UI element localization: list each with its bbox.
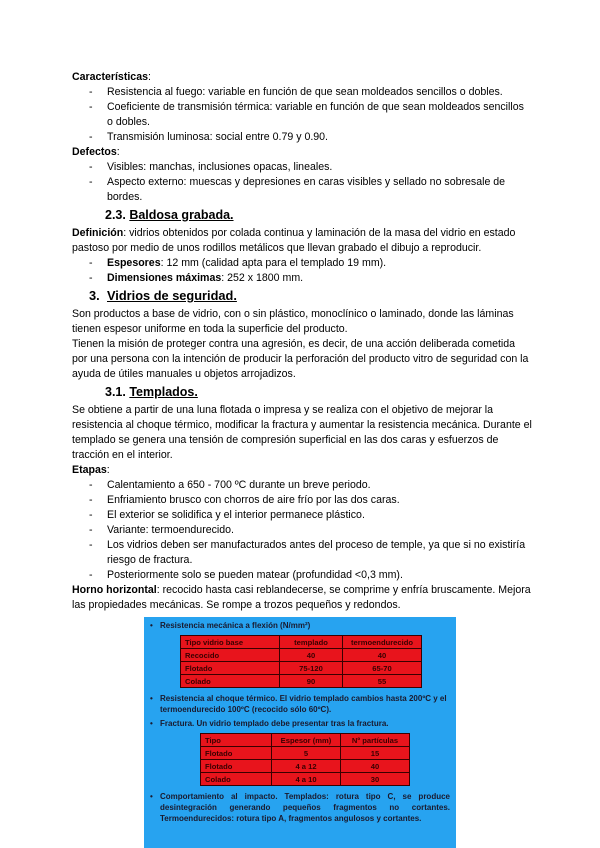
etapas-title: Etapas [72, 464, 107, 476]
heading-text: Templados. [129, 385, 198, 399]
table-row [181, 675, 422, 688]
table-cell: 40 [343, 649, 422, 662]
colon: : [116, 146, 120, 158]
list-item: - Transmisión luminosa: social entre 0.79 y 0.90. [72, 130, 532, 145]
defectos-heading [72, 145, 532, 160]
slide-bullet: • Resistencia al choque térmico. El vidrio templado cambios hasta 200ºC y el termoendurecido 100ºC (recocido sólo 60ºC). [144, 693, 456, 715]
caracteristicas-list [72, 85, 532, 145]
slide-bullet [144, 620, 456, 688]
table-header-cell: termoendurecido [343, 636, 422, 649]
list-item: - Calentamiento a 650 - 700 ºC durante un breve periodo. [72, 478, 532, 493]
table-header-cell: Tipo vidrio base [181, 636, 280, 649]
colon: : [147, 71, 151, 83]
list-item [72, 256, 532, 271]
horno-label: Horno horizontal [72, 584, 157, 596]
table-cell: 65-70 [343, 662, 422, 675]
table-cell: Flotado [201, 747, 272, 760]
list-item: - Los vidrios deben ser manufacturados antes del proceso de temple, ya que si no existiría riesgo de fractura. [72, 538, 532, 568]
table-header-cell: Espesor (mm) [272, 734, 341, 747]
table-cell: 30 [341, 773, 410, 786]
document-page [72, 70, 532, 613]
fracture-table [200, 733, 410, 786]
heading-text: Baldosa grabada. [129, 208, 234, 222]
table-header-cell: Tipo [201, 734, 272, 747]
heading-number: 3.1. [105, 385, 130, 399]
defectos-title: Defectos [72, 146, 117, 158]
list-item: - El exterior se solidifica y el interior permanece plástico. [72, 508, 532, 523]
baldosa-list [72, 256, 532, 286]
table-cell: 4 a 10 [272, 773, 341, 786]
defectos-list [72, 160, 532, 205]
definition-text: : vidrios obtenidos por colada continua y laminación de la masa del vidrio en estado pastoso por medio de unos rodillos metálicos que llevan grabado el dibujo a reproducir. [72, 227, 516, 254]
item-label: Espesores [107, 257, 161, 269]
heading-number: 2.3. [105, 208, 130, 222]
caracteristicas-heading [72, 70, 532, 85]
table-cell: Colado [181, 675, 280, 688]
list-item: - Resistencia al fuego: variable en función de que sean moldeados sencillos o dobles. [72, 85, 532, 100]
seguridad-heading [89, 287, 532, 304]
resistance-table [180, 635, 422, 688]
table-cell: 40 [341, 760, 410, 773]
table-header-cell: Nº partículas [341, 734, 410, 747]
list-item [72, 271, 532, 286]
table-cell: 5 [272, 747, 341, 760]
table-header-row [201, 734, 410, 747]
etapas-heading [72, 463, 532, 478]
table-header-row [181, 636, 422, 649]
table-cell: 55 [343, 675, 422, 688]
table-cell: Recocido [181, 649, 280, 662]
list-item: - Posteriormente solo se pueden matear (profundidad <0,3 mm). [72, 568, 532, 583]
definition-label: Definición [72, 227, 124, 239]
table-row [201, 747, 410, 760]
etapas-list [72, 478, 532, 583]
heading-number: 3. [89, 288, 100, 303]
baldosa-heading [105, 207, 532, 223]
properties-slide-image [144, 617, 456, 848]
table-cell: Flotado [201, 760, 272, 773]
item-text: : 12 mm (calidad apta para el templado 19 mm). [160, 257, 387, 269]
table-cell: 75-120 [280, 662, 343, 675]
templados-heading [105, 384, 532, 400]
slide-bullet: • Comportamiento al impacto. Templados: rotura tipo C, se produce desintegración generando pequeños fragmentos no cortantes. Termoendurecidos: rotura tipo A, fragmentos angulosos y cortantes. [144, 791, 456, 824]
paragraph: Tienen la misión de proteger contra una agresión, es decir, de una acción deliberada cometida por una persona con la intención de producir la perforación del producto vitro de seguridad con la ayuda de útiles manuales u objetos arrojadizos. [72, 338, 529, 380]
table-row [201, 760, 410, 773]
slide-bullets [144, 620, 456, 824]
table-cell: Colado [201, 773, 272, 786]
table-cell: 4 a 12 [272, 760, 341, 773]
list-item: - Enfriamiento brusco con chorros de aire frío por las dos caras. [72, 493, 532, 508]
paragraph: Son productos a base de vidrio, con o sin plástico, monoclínico o laminado, donde las láminas tienen espesor uniforme en toda la superficie del producto. [72, 308, 514, 335]
table-header-cell: templado [280, 636, 343, 649]
table-row [181, 662, 422, 675]
paragraph: Se obtiene a partir de una luna flotada o impresa y se realiza con el objetivo de mejorar la resistencia al choque térmico, modificar la fractura y aumentar la resistencia mecánica. Durante el templado se genera una tensión de compresión superficial en las dos caras y esfuerzos de tracción en el interior. [72, 404, 532, 461]
caracteristicas-title: Características [72, 71, 148, 83]
item-label: Dimensiones máximas [107, 272, 222, 284]
list-item: - Coeficiente de transmisión térmica: variable en función de que sean moldeados sencillos o dobles. [72, 100, 532, 130]
slide-bullet [144, 718, 456, 786]
table-cell: 15 [341, 747, 410, 760]
table-row [181, 649, 422, 662]
resistance-title: Resistencia mecánica a flexión (N/mm²) [160, 621, 311, 630]
table-cell: 40 [280, 649, 343, 662]
heading-text: Vidrios de seguridad. [107, 288, 237, 303]
item-text: : 252 x 1800 mm. [221, 272, 304, 284]
table-row [201, 773, 410, 786]
horno-text: : recocido hasta casi reblandecerse, se comprime y enfría bruscamente. Mejora las propiedades mecánicas. Se rompe a trozos pequeños y redondos. [72, 584, 531, 611]
list-item: - Variante: termoendurecido. [72, 523, 532, 538]
fractura-text: Fractura. Un vidrio templado debe presentar tras la fractura. [160, 719, 389, 728]
list-item: - Aspecto externo: muescas y depresiones en caras visibles y sellado no sobresale de bordes. [72, 175, 532, 205]
table-cell: 90 [280, 675, 343, 688]
horno-paragraph [72, 583, 532, 613]
colon: : [106, 464, 110, 476]
table-cell: Flotado [181, 662, 280, 675]
list-item: - Visibles: manchas, inclusiones opacas, lineales. [72, 160, 532, 175]
baldosa-definition [72, 226, 532, 256]
